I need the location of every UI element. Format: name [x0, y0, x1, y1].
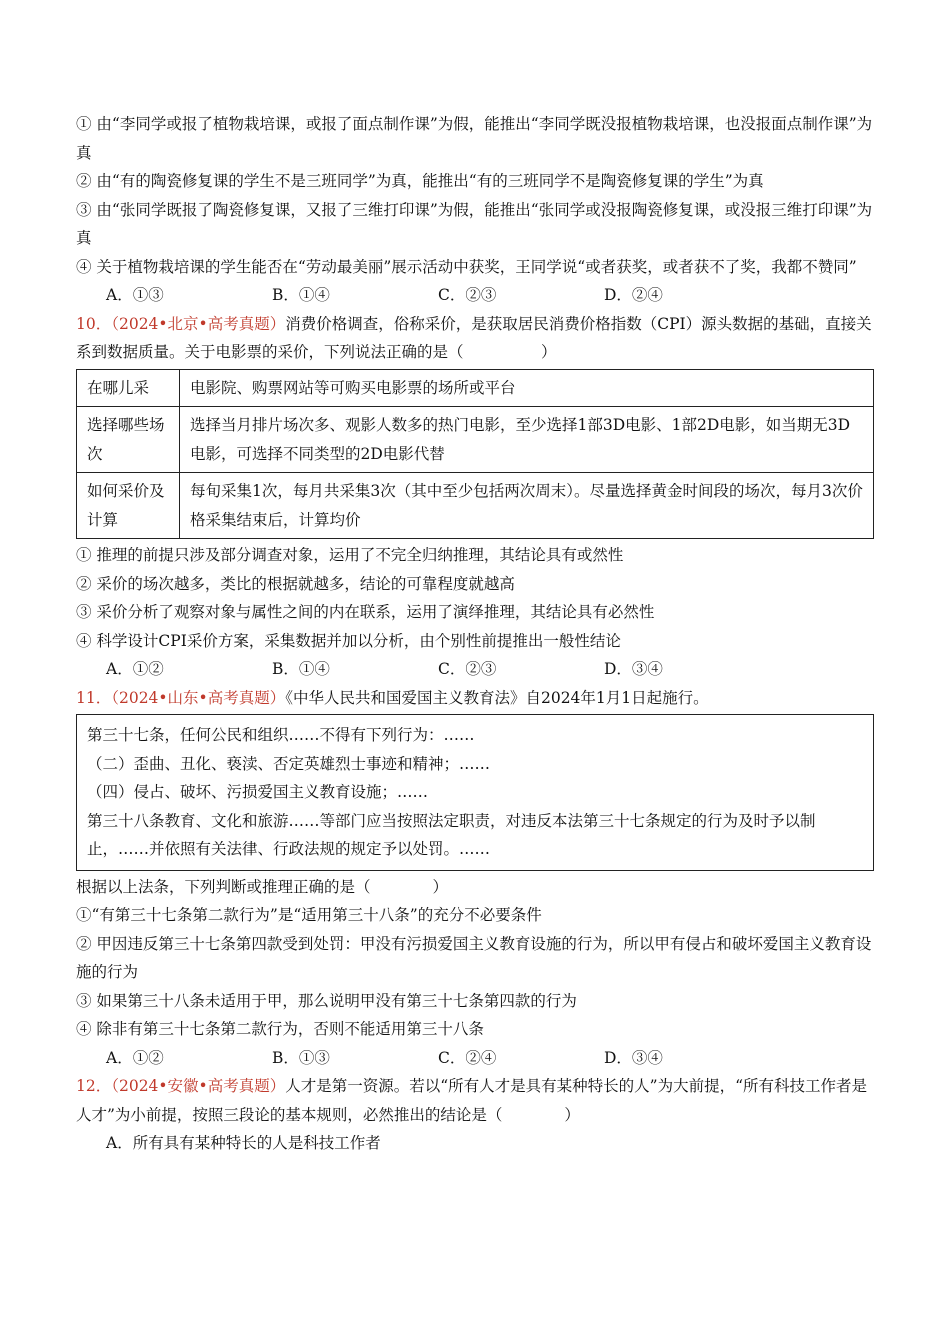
q11-option-c[interactable]: C．②④ [438, 1048, 497, 1067]
q10-item-3: ③ 采价分析了观察对象与属性之间的内在联系，运用了演绎推理，其结论具有必然性 [76, 603, 655, 621]
table-head-cell: 如何采价及计算 [77, 473, 180, 539]
table-body-cell: 每旬采集1次，每月共采集3次（其中至少包括两次周末）。尽量选择黄金时间段的场次，每月3次价格采集结束后，计算均价 [180, 473, 874, 539]
q9-item-4: ④ 关于植物栽培课的学生能否在“劳动最美丽”展示活动中获奖，王同学说“或者获奖，或者获不了奖，我都不赞同” [76, 257, 857, 276]
table-row [77, 407, 874, 473]
q11-law-box [76, 714, 874, 871]
q10-options [76, 655, 876, 684]
q9-option-c[interactable]: C．②③ [438, 286, 497, 304]
table-head-cell: 选择哪些场次 [77, 407, 180, 473]
table-head-cell: 在哪儿采 [77, 369, 180, 407]
q10-option-a[interactable]: A．①② [106, 660, 164, 678]
q10-option-b[interactable]: B．①④ [272, 660, 330, 678]
q12-option-a[interactable]: A．所有具有某种特长的人是科技工作者 [106, 1134, 381, 1152]
q12-stem: 人才是第一资源。若以“所有人才是具有某种特长的人”为大前提，“所有科技工作者是人才”为小前提，按照三段论的基本规则，必然推出的结论是（ ） [76, 1077, 867, 1124]
q11-item-1: ①“有第三十七条第二款行为”是“适用第三十八条”的充分不必要条件 [76, 906, 542, 924]
q10-source-tag: 10．（2024•北京•高考真题） [76, 314, 286, 333]
q11-source-tag: 11．（2024•山东•高考真题） [76, 688, 286, 707]
q10-table [76, 369, 874, 540]
table-body-cell: 选择当月排片场次多、观影人数多的热门电影，至少选择1部3D电影、1部2D电影，如当期无3D电影，可选择不同类型的2D电影代替 [180, 407, 874, 473]
q11-question: 根据以上法条，下列判断或推理正确的是（ ） [76, 877, 449, 896]
q11-option-d[interactable]: D．③④ [604, 1048, 663, 1067]
q12-source-tag: 12．（2024•安徽•高考真题） [76, 1077, 286, 1095]
q12-stem-line [76, 1072, 876, 1129]
table-row [77, 473, 874, 539]
q11-option-a[interactable]: A．①② [106, 1048, 164, 1067]
q11-item-4: ④ 除非有第三十七条第二款行为，否则不能适用第三十八条 [76, 1020, 484, 1038]
q11-stem-line [76, 684, 876, 713]
q9-option-a[interactable]: A．①③ [106, 286, 164, 304]
q10-stem: 消费价格调查，俗称采价，是获取居民消费价格指数（CPI）源头数据的基础，直接关系到数据质量。关于电影票的采价，下列说法正确的是（ ） [76, 314, 872, 361]
q11-item-2: ② 甲因违反第三十七条第四款受到处罚：甲没有污损爱国主义教育设施的行为，所以甲有侵占和破坏爱国主义教育设施的行为 [76, 934, 872, 981]
q11-stem: 《中华人民共和国爱国主义教育法》自2024年1月1日起施行。 [285, 688, 709, 707]
q10-item-2: ② 采价的场次越多，类比的根据就越多，结论的可靠程度就越高 [76, 574, 515, 593]
table-body-cell: 电影院、购票网站等可购买电影票的场所或平台 [180, 369, 874, 407]
q10-option-d[interactable]: D．③④ [604, 660, 663, 678]
q9-item-3: ③ 由“张同学既报了陶瓷修复课，又报了三维打印课”为假，能推出“张同学或没报陶瓷修复课，或没报三维打印课”为真 [76, 200, 873, 247]
q10-item-1: ① 推理的前提只涉及部分调查对象，运用了不完全归纳推理，其结论具有或然性 [76, 546, 624, 564]
q11-law-line-2: （二）歪曲、丑化、亵渎、否定英雄烈士事迹和精神；…… [87, 754, 491, 773]
table-row [77, 369, 874, 407]
q11-options [76, 1044, 876, 1073]
q11-law-line-1: 第三十七条，任何公民和组织……不得有下列行为：…… [87, 726, 475, 744]
q11-item-3: ③ 如果第三十八条未适用于甲，那么说明甲没有第三十七条第四款的行为 [76, 991, 577, 1010]
q9-options [76, 281, 876, 310]
q9-item-1: ① 由“李同学或报了植物栽培课，或报了面点制作课”为假，能推出“李同学既没报植物栽培课，也没报面点制作课”为真 [76, 115, 873, 162]
q11-law-line-3: （四）侵占、破坏、污损爱国主义教育设施；…… [87, 783, 429, 801]
q11-law-line-4: 第三十八条教育、文化和旅游……等部门应当按照法定职责，对违反本法第三十七条规定的行为及时予以制止，……并依照有关法律、行政法规的规定予以处罚。…… [87, 811, 816, 858]
q10-item-4: ④ 科学设计CPI采价方案，采集数据并加以分析，由个别性前提推出一般性结论 [76, 631, 621, 650]
q10-stem-line [76, 310, 876, 367]
q9-item-2: ② 由“有的陶瓷修复课的学生不是三班同学”为真，能推出“有的三班同学不是陶瓷修复课的学生”为真 [76, 172, 764, 190]
q11-option-b[interactable]: B．①③ [272, 1048, 330, 1067]
q10-option-c[interactable]: C．②③ [438, 660, 497, 678]
q9-option-d[interactable]: D．②④ [604, 286, 663, 304]
q9-option-b[interactable]: B．①④ [272, 286, 330, 304]
page-content [76, 110, 876, 1158]
